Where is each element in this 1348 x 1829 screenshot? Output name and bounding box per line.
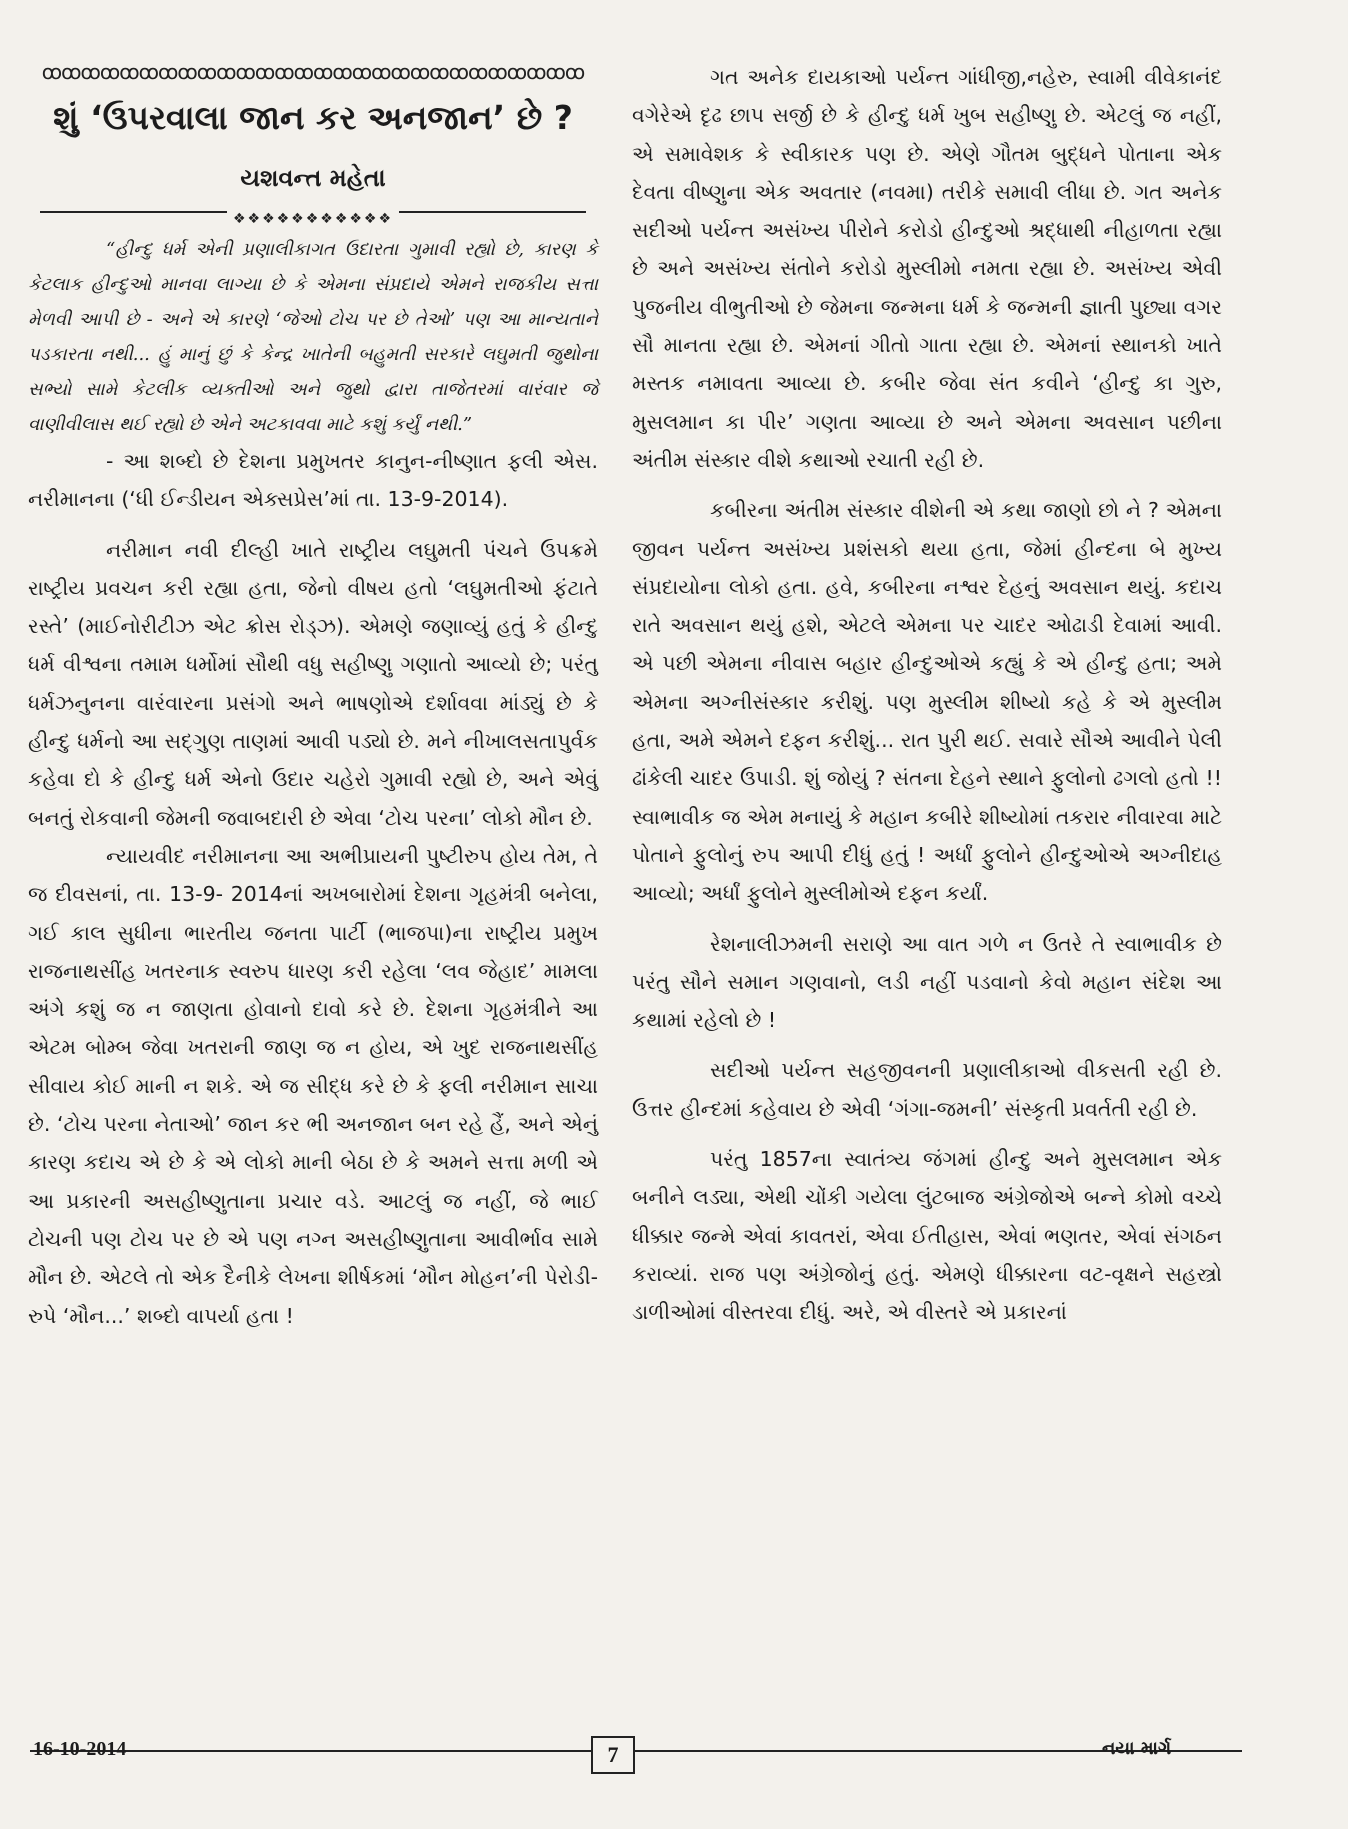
publication-name: નયા માર્ગ: [1102, 1738, 1172, 1759]
article-title: શું ‘ઉપરવાલા જાન કર અનજાન’ છે ?: [53, 98, 573, 137]
body-paragraph: સદીઓ પર્યન્ત સહજીવનની પ્રણાલીકાઓ વીકસતી રહી છે. ઉત્તર હીન્દમાં કહેવાય છે એવી ‘ગંગા-જમની’ સંસ્કૃતી પ્રવર્તતી રહી છે.: [632, 1058, 1222, 1121]
footer-rule: [30, 1750, 1242, 1752]
quote-text: “હીન્દુ ધર્મ એની પ્રણાલીકાગત ઉદારતા ગુમાવી રહ્યો છે, કારણ કે કેટલાક હીન્દુઓ માનવા લાગ્યા છે કે એમના સંપ્રદાયે એમને રાજકીય સત્તા મેળવી આપી છે - અને એ કારણે ‘જેઓ ટોચ પર છે તેઓ’ પણ આ માન્યતાને પડકારતા નથી... હું માનું છું કે કેન્દ્ર ખાતેની બહુમતી સરકારે લઘુમતી જુથોના સભ્યો સામે કેટલીક વ્યક્તીઓ અને જુથો દ્વારા તાજેતરમાં વારંવાર જે વાણીવીલાસ થઈ રહ્યો છે એને અટકાવવા માટે કશું કર્યું નથી.”: [28, 239, 598, 435]
body-paragraph: નરીમાન નવી દીલ્હી ખાતે રાષ્ટ્રીય લઘુમતી પંચને ઉપક્રમે રાષ્ટ્રીય પ્રવચન કરી રહ્યા હતા, જેનો વીષય હતો ‘લઘુમતીઓ ફંટાતે રસ્તે’ (માઈનોરીટીઝ એટ ક્રોસ રોડ્ઝ). એમણે જણાવ્યું હતું કે હીન્દુ ધર્મ વીશ્વના તમામ ધર્મોમાં સૌથી વધુ સહીષ્ણુ ગણાતો આવ્યો છે; પરંતુ ધર્મઝનુનના વારંવારના પ્રસંગો અને ભાષણોએ દર્શાવવા માંડ્યું છે કે હીન્દુ ધર્મનો આ સદ્ગુણ તાણમાં આવી પડ્યો છે. મને નીખાલસતાપુર્વક કહેવા દો કે હીન્દુ ધર્મ એનો ઉદાર ચહેરો ગુમાવી રહ્યો છે, અને એવું બનતું રોકવાની જેમની જવાબદારી છે એવા ‘ટોચ પરના’ લોકો મૌન છે.: [28, 537, 598, 830]
body-paragraph: રેશનાલીઝમની સરાણે આ વાત ગળે ન ઉતરે તે સ્વાભાવીક છે પરંતુ સૌને સમાન ગણવાનો, લડી નહીં પડવાનો કેવો મહાન સંદેશ આ કથામાં રહેલો છે !: [632, 931, 1222, 1033]
body-paragraph: ન્યાયવીદ નરીમાનના આ અભીપ્રાયની પુષ્ટીરુપ હોય તેમ, તે જ દીવસનાં, તા. 13-9- 2014નાં અખબારોમાં દેશના ગૃહમંત્રી બનેલા, ગઈ કાલ સુધીના ભારતીય જનતા પાર્ટી (ભાજપા)ના રાષ્ટ્રીય પ્રમુખ રાજનાથસીંહ ખતરનાક સ્વરુપ ધારણ કરી રહેલા ‘લવ જેહાદ’ મામલા અંગે કશું જ ન જાણતા હોવાનો દાવો કરે છે. દેશના ગૃહમંત્રીને આ એટમ બોમ્બ જેવા ખતરાની જાણ જ ન હોય, એ ખુદ રાજનાથસીંહ સીવાય કોઈ માની ન શકે. એ જ સીદ્ધ કરે છે કે ફલી નરીમાન સાચા છે. ‘ટોચ પરના નેતાઓ’ જાન કર ભી અનજાન બન રહે હૈં, અને એનું કારણ કદાચ એ છે કે એ લોકો માની બેઠા છે કે અમને સત્તા મળી એ આ પ્રકારની અસહીષ્ણુતાના પ્રચાર વડે. આટલું જ નહીં, જે ભાઈ ટોચની પણ ટોચ પર છે એ પણ નગ્ન અસહીષ્ણુતાના આવીર્ભાવ સામે મૌન છે. એટલે તો એક દૈનીકે લેખના શીર્ષકમાં ‘મૌન મોહન’ની પેરોડી-રુપે ‘મૌન...’ શબ્દો વાપર્યા હતા !: [28, 843, 598, 1328]
ornament-divider: ❖❖❖❖❖❖❖❖❖❖❖: [28, 200, 598, 224]
author-byline: યશવન્ત મહેતા: [240, 164, 386, 192]
right-column: [632, 58, 1222, 1332]
body-paragraph: પરંતુ 1857ના સ્વાતંત્ર્ય જંગમાં હીન્દુ અને મુસલમાન એક બનીને લડ્યા, એથી ચોંકી ગયેલા લુંટબાજ અંગ્રેજોએ બન્ને કોમો વચ્ચે ધીક્કાર જન્મે એવાં કાવતરાં, એવા ઈતીહાસ, એવાં ભણતર, એવાં સંગઠન કરાવ્યાં. રાજ પણ અંગ્રેજોનું હતું. એમણે ધીક્કારના વટ-વૃક્ષને સહસ્ત્રો ડાળીઓમાં વીસ્તરવા દીધું. અરે, એ વીસ્તરે એ પ્રકારનાં: [632, 1147, 1222, 1325]
body-paragraph: કબીરના અંતીમ સંસ્કાર વીશેની એ કથા જાણો છો ને ? એમના જીવન પર્યન્ત અસંખ્ય પ્રશંસકો થયા હતા, જેમાં હીન્દના બે મુખ્ય સંપ્રદાયોના લોકો હતા. હવે, કબીરના નશ્વર દેહનું અવસાન થયું. કદાચ રાતે અવસાન થયું હશે, એટલે એમના પર ચાદર ઓઢાડી દેવામાં આવી. એ પછી એમના નીવાસ બહાર હીન્દુઓએ કહ્યું કે એ હીન્દુ હતા; અમે એમના અગ્નીસંસ્કાર કરીશું. પણ મુસ્લીમ શીષ્યો કહે કે એ મુસ્લીમ હતા, અમે એમને દફન કરીશું... રાત પુરી થઈ. સવારે સૌએ આવીને પેલી ઢાંકેલી ચાદર ઉપાડી. શું જોયું ? સંતના દેહને સ્થાને ફુલોનો ઢગલો હતો !! સ્વાભાવીક જ એમ મનાયું કે મહાન કબીરે શીષ્યોમાં તકરાર નીવારવા માટે પોતાને ફુલોનું રુપ આપી દીધું હતું ! અર્ધાં ફુલોને હીન્દુઓએ અગ્નીદાહ આવ્યો; અર્ધાં ફુલોને મુસ્લીમોએ દફન કર્યાં.: [632, 498, 1222, 906]
page-number: 7: [591, 1736, 635, 1774]
opening-quote: [28, 232, 598, 442]
ornament-border: ꝏꝏꝏꝏꝏꝏꝏꝏꝏꝏꝏꝏꝏꝏꝏꝏꝏꝏꝏꝏꝏꝏꝏꝏꝏꝏꝏꝏ: [41, 60, 585, 84]
body-paragraph: ગત અનેક દાયકાઓ પર્યન્ત ગાંધીજી,નહેરુ, સ્વામી વીવેકાનંદ વગેરેએ દૃઢ છાપ સર્જી છે કે હીન્દુ ધર્મ ખુબ સહીષ્ણુ છે. એટલું જ નહીં, એ સમાવેશક કે સ્વીકારક પણ છે. એણે ગૌતમ બુદ્ધને પોતાના એક દેવતા વીષ્ણુના એક અવતાર (નવમા) તરીકે સમાવી લીધા છે. ગત અનેક સદીઓ પર્યન્ત અસંખ્ય પીરોને કરોડો હીન્દુઓ શ્રદ્ધાથી નીહાળતા રહ્યા છે અને અસંખ્ય સંતોને કરોડો મુસ્લીમો નમતા રહ્યા છે. અસંખ્ય એવી પુજનીય વીભુતીઓ છે જેમના જન્મના ધર્મ કે જન્મની જ્ઞાતી પુછ્યા વગર સૌ માનતા રહ્યા છે. એમનાં ગીતો ગાતા રહ્યા છે. એમનાં સ્થાનકો ખાતે મસ્તક નમાવતા આવ્યા છે. કબીર જેવા સંત કવીને ‘હીન્દુ કા ગુરુ, મુસલમાન કા પીર’ ગણતા આવ્યા છે અને એમના અવસાન પછીના અંતીમ સંસ્કાર વીશે કથાઓ રચાતી રહી છે.: [632, 65, 1222, 472]
issue-date: 16-10-2014: [33, 1738, 127, 1760]
body-paragraph: - આ શબ્દો છે દેશના પ્રમુખતર કાનુન-નીષ્ણાત ફલી એસ. નરીમાનના (‘ધી ઈન્ડીયન એક્સપ્રેસ’માં તા. 13-9-2014).: [28, 449, 598, 512]
left-column: [28, 58, 598, 1335]
